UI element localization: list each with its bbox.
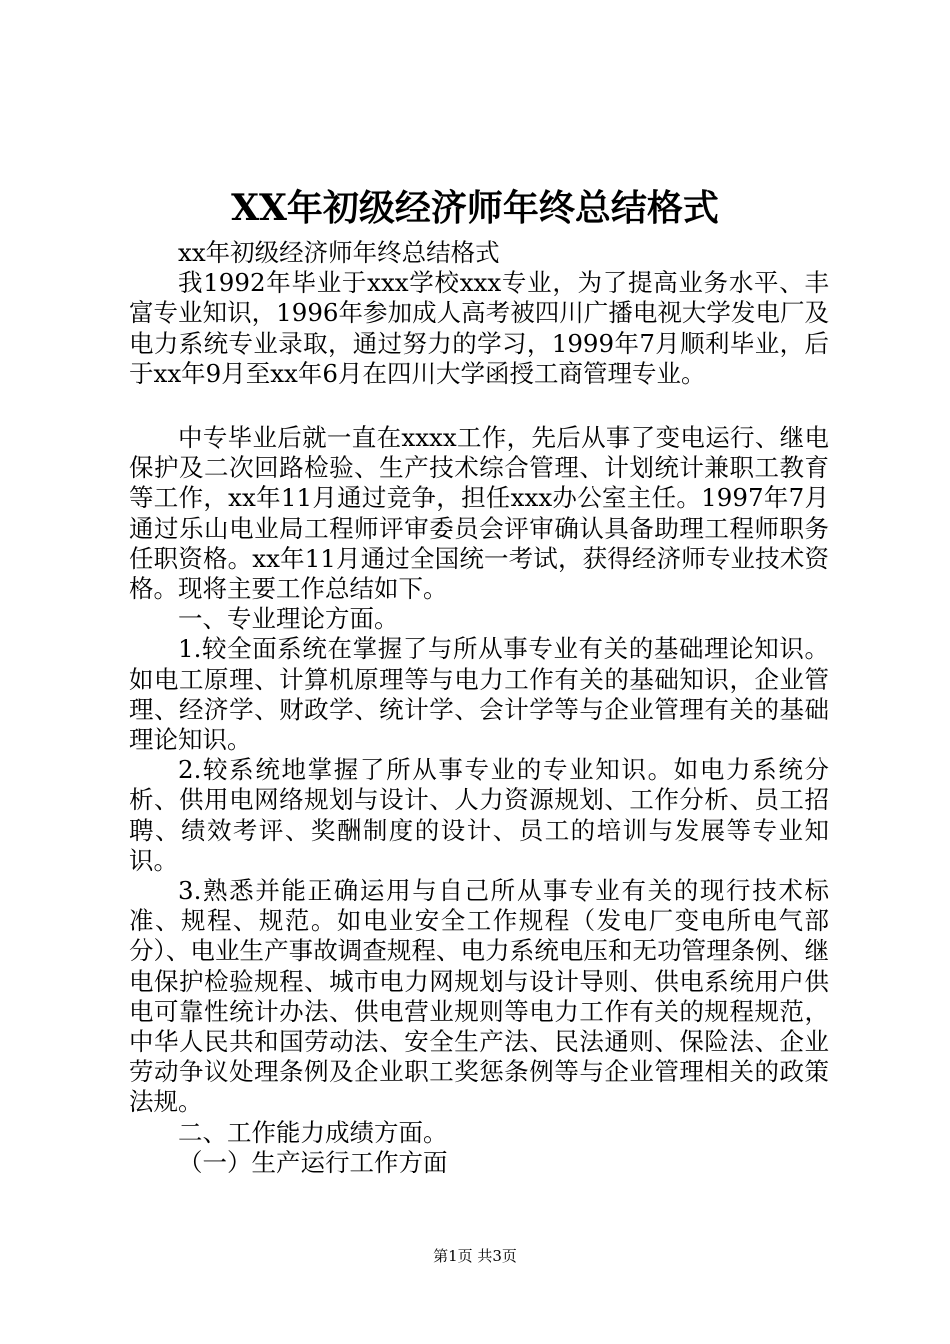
document-body bbox=[129, 238, 829, 1178]
paragraph-education: 我1992年毕业于xxx学校xxx专业，为了提高业务水平、丰富专业知识，1996年参加成人高考被四川广播电视大学发电厂及电力系统专业录取，通过努力的学习，1999年7月顺利毕业，后于xx年9月至xx年6月在四川大学函授工商管理专业。 bbox=[129, 268, 829, 388]
page-footer: 第1页 共3页 bbox=[433, 1247, 517, 1265]
section-heading-ability: 二、工作能力成绩方面。 bbox=[178, 1117, 448, 1147]
document-title: XX年初级经济师年终总结格式 bbox=[231, 187, 719, 229]
subsection-heading-operations: （一）生产运行工作方面 bbox=[178, 1147, 448, 1177]
section-heading-theory: 一、专业理论方面。 bbox=[178, 604, 399, 634]
paragraph-gap bbox=[129, 389, 829, 423]
paragraph-theory-3: 3.熟悉并能正确运用与自己所从事专业有关的现行技术标准、规程、规范。如电业安全工作规程（发电厂变电所电气部分）、电业生产事故调查规程、电力系统电压和无功管理条例、继电保护检验规程、城市电力网规划与设计导则、供电系统用户供电可靠性统计办法、供电营业规则等电力工作有关的规程规范，中华人民共和国劳动法、安全生产法、民法通则、保险法、企业劳动争议处理条例及企业职工奖惩条例等与企业管理相关的政策法规。 bbox=[129, 876, 829, 1117]
paragraph-theory-2: 2.较系统地掌握了所从事专业的专业知识。如电力系统分析、供用电网络规划与设计、人力资源规划、工作分析、员工招聘、绩效考评、奖酬制度的设计、员工的培训与发展等专业知识。 bbox=[129, 755, 829, 875]
paragraph-career: 中专毕业后就一直在xxxx工作，先后从事了变电运行、继电保护及二次回路检验、生产技术综合管理、计划统计兼职工教育等工作，xx年11月通过竞争，担任xxx办公室主任。1997年7月通过乐山电业局工程师评审委员会评审确认具备助理工程师职务任职资格。xx年11月通过全国统一考试，获得经济师专业技术资格。现将主要工作总结如下。 bbox=[129, 423, 829, 604]
paragraph-theory-1: 1.较全面系统在掌握了与所从事专业有关的基础理论知识。如电工原理、计算机原理等与电力工作有关的基础知识，企业管理、经济学、财政学、统计学、会计学等与企业管理有关的基础理论知识。 bbox=[129, 634, 829, 755]
subtitle-line: xx年初级经济师年终总结格式 bbox=[178, 238, 500, 267]
